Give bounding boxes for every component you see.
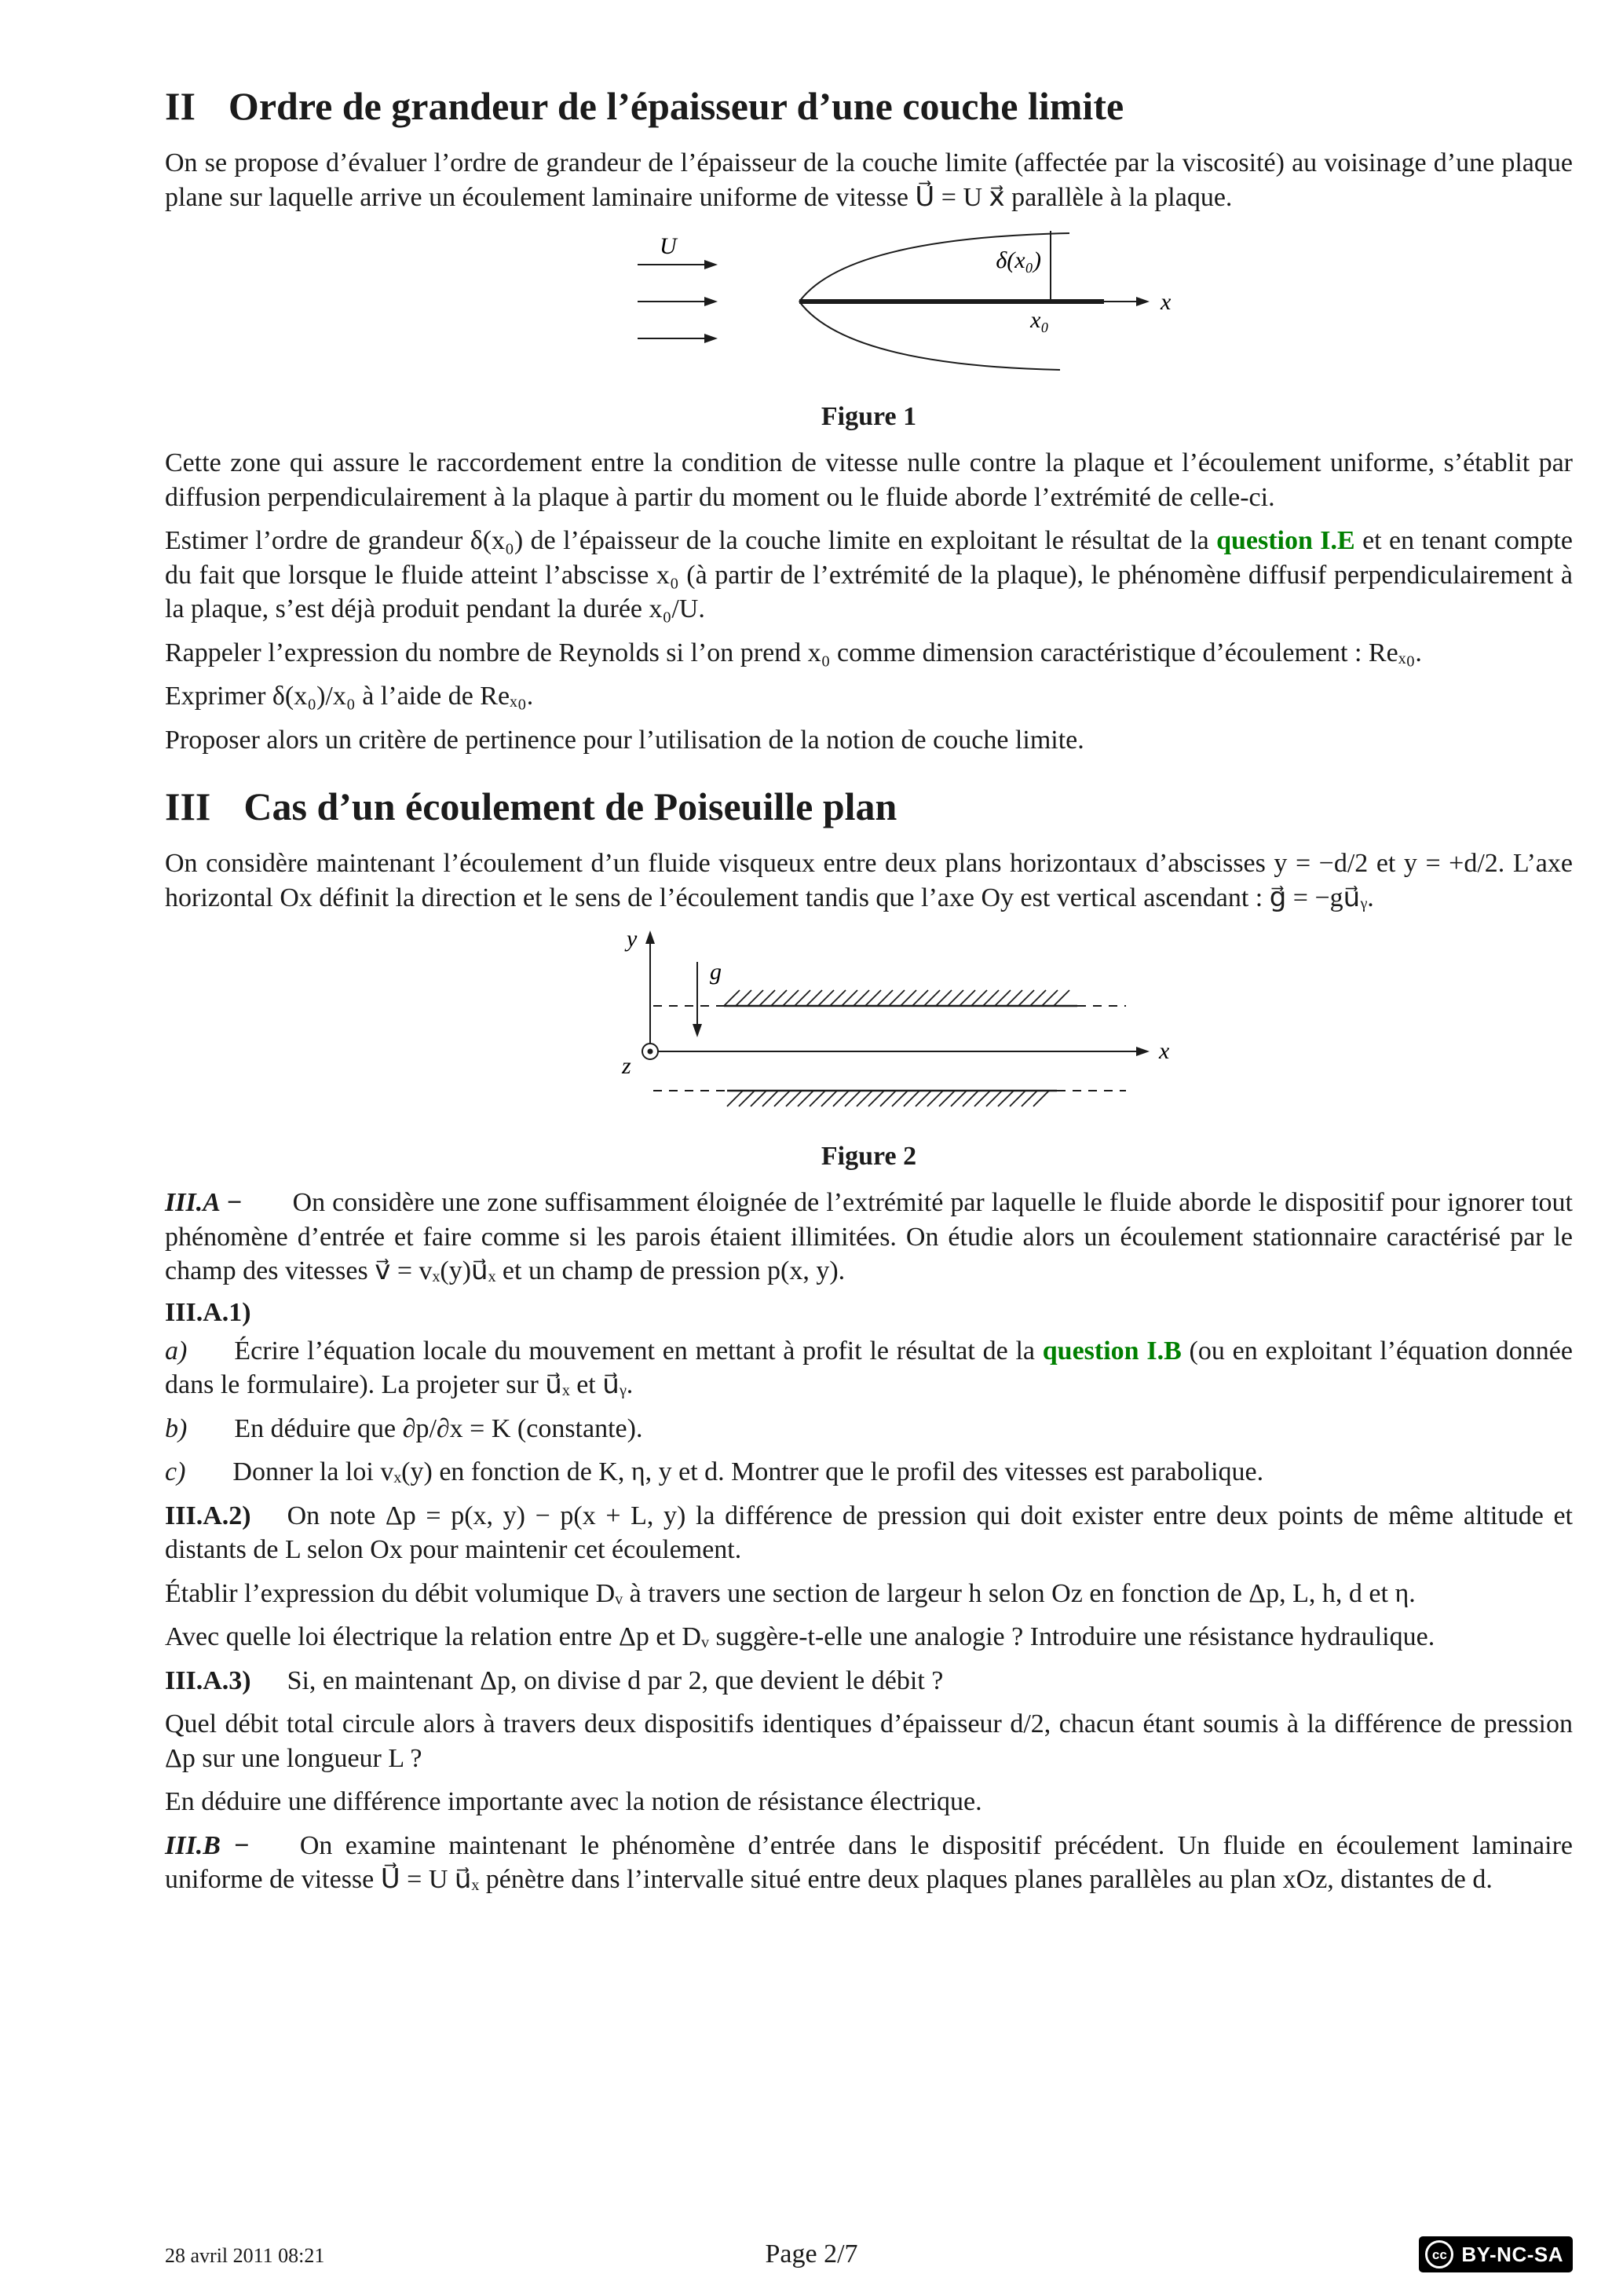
- footer-timestamp: 28 avril 2011 08:21: [165, 2244, 325, 2267]
- text-segment: (ou en exploitant l’équation donnée dans le formulaire). La projeter sur u⃗ₓ et u⃗ᵧ.: [165, 1336, 1573, 1400]
- x-axis-arrowhead: [1136, 1047, 1150, 1056]
- figure2-poiseuille-diagram: [606, 927, 1179, 1124]
- paragraph-analogie: Avec quelle loi électrique la relation entre Δp et Dᵥ suggère-t-elle une analogie ? Introduire une résistance hydraulique.: [165, 1622, 1435, 1652]
- paragraph-intro-ii: On se propose d’évaluer l’ordre de grandeur de l’épaisseur de la couche limite (affectée par la viscosité) au voisinage d’une plaque plane sur laquelle arrive un écoulement laminaire uniforme de vitesse U⃗ = U x⃗ parallèle à la plaque.: [165, 148, 1573, 212]
- item-c-label: c): [165, 1457, 186, 1487]
- section-ii-number: II: [165, 84, 196, 128]
- section-iii-title: Cas d’un écoulement de Poiseuille plan: [243, 784, 897, 829]
- label-x-axis: x: [1158, 1038, 1169, 1065]
- label-x0: x₀: [1029, 307, 1049, 334]
- cc-icon: cc: [1425, 2240, 1453, 2269]
- z-axis-dot: [647, 1049, 652, 1055]
- top-wall-hatching: [724, 990, 1069, 1006]
- item-a: [165, 1334, 1573, 1402]
- text-segment: Estimer l’ordre de grandeur δ(x₀) de l’épaisseur de la couche limite en exploitant le résultat de la: [165, 526, 1217, 556]
- iiia3-label: III.A.3): [165, 1665, 251, 1695]
- section-ii-heading: [165, 83, 1573, 129]
- paragraph-iiia2: [165, 1499, 1573, 1567]
- text-segment: Écrire l’équation locale du mouvement en mettant à profit le résultat de la: [234, 1336, 1043, 1366]
- label-z-axis: z: [621, 1053, 631, 1080]
- text-segment: En déduire que ∂p/∂x = K (constante).: [234, 1413, 643, 1443]
- label-g-vector: g⃗: [709, 959, 740, 985]
- section-ii-title: Ordre de grandeur de l’épaisseur d’une couche limite: [228, 84, 1124, 128]
- flow-arrows: [638, 265, 707, 338]
- figure2-caption: Figure 2: [821, 1142, 917, 1172]
- item-a-label: a): [165, 1336, 188, 1366]
- paragraph-exprimer: Exprimer δ(x₀)/x₀ à l’aide de Reₓ₀.: [165, 682, 534, 711]
- item-b-label: b): [165, 1413, 188, 1443]
- paragraph-iiia: [165, 1186, 1573, 1289]
- question-ib-link[interactable]: question I.B: [1042, 1336, 1182, 1366]
- text-segment: On considère une zone suffisamment éloignée de l’extrémité par laquelle le fluide aborde le dispositif pour ignorer tout phénomène d’entrée et faire comme si les parois étaient illimitées. On étudie alors un écoulement stationnaire caractérisé par le champ des vitesses v⃗ = vₓ(y)u⃗ₓ et un champ de pression p(x, y).: [165, 1188, 1573, 1286]
- figure1-block: [165, 227, 1573, 432]
- text-segment: On note Δp = p(x, y) − p(x + L, y) la différence de pression qui doit exister entre deux points de même altitude et distants de L selon Ox pour maintenir cet écoulement.: [165, 1501, 1573, 1565]
- paragraph-proposer: Proposer alors un critère de pertinence pour l’utilisation de la notion de couche limite.: [165, 725, 1084, 755]
- paragraph-reynolds: Rappeler l’expression du nombre de Reynolds si l’on prend x₀ comme dimension caractéristique d’écoulement : Reₓ₀.: [165, 638, 1422, 667]
- paragraph-iiib: [165, 1829, 1573, 1897]
- label-delta-x0: δ(x₀): [995, 247, 1041, 274]
- iiib-label: III.B −: [165, 1830, 250, 1860]
- y-axis-arrowhead: [645, 930, 655, 944]
- flow-arrowheads: [704, 260, 718, 343]
- figure1-caption: Figure 1: [821, 402, 917, 432]
- cc-license-badge[interactable]: [1419, 2236, 1573, 2272]
- label-U: U: [659, 233, 677, 260]
- item-c: [165, 1455, 1573, 1490]
- text-segment: Donner la loi vₓ(y) en fonction de K, η, y et d. Montrer que le profil des vitesses est parabolique.: [232, 1457, 1264, 1487]
- footer-page-number: Page 2/7: [765, 2239, 858, 2269]
- boundary-layer-lower-curve: [799, 302, 1060, 370]
- x-axis-arrowhead: [1136, 297, 1150, 306]
- question-ie-link[interactable]: question I.E: [1216, 526, 1355, 556]
- paragraph-zone: Cette zone qui assure le raccordement entre la condition de vitesse nulle contre la plaque et l’écoulement uniforme, s’établit par diffusion perpendiculairement à la plaque à partir du moment ou le fluide aborde l’extrémité de celle-ci.: [165, 448, 1573, 512]
- paragraph-etablir: Établir l’expression du débit volumique Dᵥ à travers une section de largeur h selon Oz en fonction de Δp, L, h, d et η.: [165, 1578, 1416, 1608]
- section-iii-number: III: [165, 784, 211, 829]
- paragraph-iiia3: [165, 1664, 1573, 1698]
- label-x-axis: x: [1160, 289, 1171, 316]
- figure1-boundary-layer-diagram: [630, 227, 1179, 384]
- heading-iiia1: III.A.1): [165, 1297, 251, 1327]
- paragraph-debit-total: Quel débit total circule alors à travers deux dispositifs identiques d’épaisseur d/2, chacun étant soumis à la différence de pression Δp sur une longueur L ?: [165, 1709, 1573, 1773]
- iiia2-label: III.A.2): [165, 1501, 251, 1530]
- text-segment: et en tenant compte du fait que lorsque le fluide atteint l’abscisse x₀ (à partir de l’extrémité de la plaque), le phénomène diffusif perpendiculairement à la plaque, s’est déjà produit pendant la durée x₀/U.: [165, 526, 1574, 624]
- section-iii-heading: [165, 784, 1573, 829]
- figure2-block: [165, 927, 1573, 1172]
- text-segment: Si, en maintenant Δp, on divise d par 2, que devient le débit ?: [287, 1665, 944, 1695]
- cc-license-text: BY-NC-SA: [1461, 2242, 1563, 2266]
- text-segment: On examine maintenant le phénomène d’entrée dans le dispositif précédent. Un fluide en écoulement laminaire uniforme de vitesse U⃗ = U u⃗ₓ pénètre dans l’intervalle situé entre deux plaques planes parallèles au plan xOz, distantes de d.: [165, 1830, 1573, 1895]
- paragraph-intro-iii: On considère maintenant l’écoulement d’un fluide visqueux entre deux plans horizontaux d’abscisses y = −d/2 et y = +d/2. L’axe horizontal Ox définit la direction et le sens de l’écoulement tandis que l’axe Oy est vertical ascendant : g⃗ = −gu⃗ᵧ.: [165, 849, 1573, 912]
- paragraph-deduire: En déduire une différence importante avec la notion de résistance électrique.: [165, 1787, 982, 1817]
- paragraph-estimer: [165, 524, 1573, 627]
- iiia-label: III.A −: [165, 1188, 243, 1218]
- page-footer: [0, 2232, 1623, 2276]
- label-y-axis: y: [626, 927, 637, 952]
- item-b: [165, 1412, 1573, 1446]
- bottom-wall-hatching: [727, 1091, 1049, 1106]
- gravity-vector-arrowhead: [693, 1024, 702, 1037]
